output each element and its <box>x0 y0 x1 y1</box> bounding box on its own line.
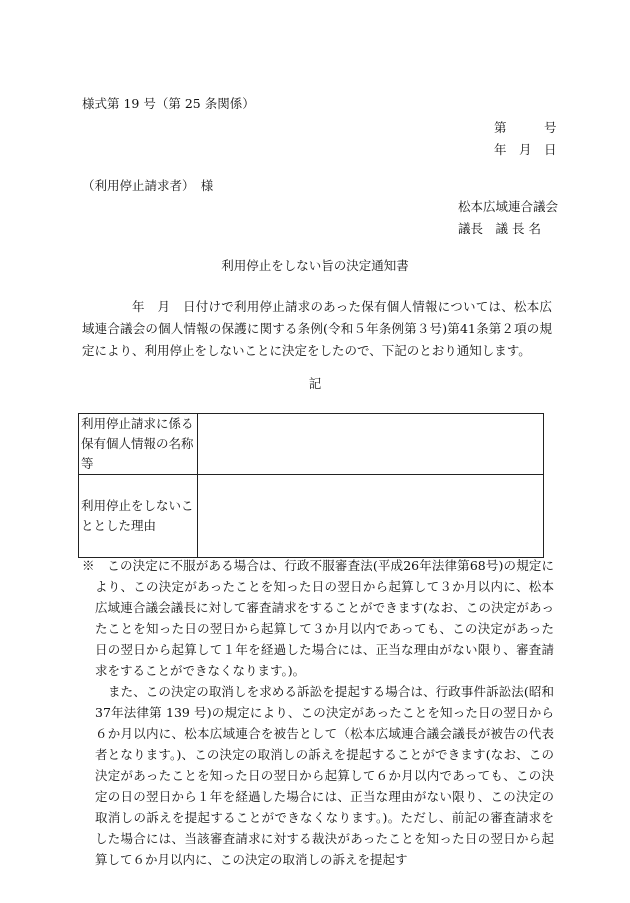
document-date: 年 月 日 <box>494 142 557 157</box>
sender-organization: 松本広域連合議会 <box>458 199 559 214</box>
table-row <box>79 414 544 475</box>
appeal-notes <box>82 555 554 870</box>
row-value-reason <box>198 475 544 558</box>
recipient-name: （利用停止請求者） 様 <box>82 178 214 193</box>
table-row <box>79 475 544 558</box>
sender-chairperson: 議長 議 長 名 <box>458 221 541 236</box>
row-label-info-name: 利用停止請求に係る保有個人情報の名称等 <box>79 414 198 475</box>
ki-heading: 記 <box>308 376 322 391</box>
note-lawsuit: また、この決定の取消しを求める訴訟を提起する場合は、行政事件訴訟法(昭和37年法律第 139 号)の規定により、この決定があったことを知った日の翌日から６か月以内に、松本広域連合を被告として（松本広域連合議会議長が被告の代表者となります。)、この決定の取消しの訴えを提起することができます(なお、この決定があったことを知った日の翌日から起算して６か月以内であっても、この決定の日の翌日から１年を経過した場合には、正当な理由がない限り、この決定の取消しの訴えを提起することができなくなります。)。ただし、前記の審査請求をした場合には、当該審査請求に対する裁決があったことを知った日の翌日から起算して６か月以内に、この決定の取消しの訴えを提起す <box>95 684 554 867</box>
notice-body: 年 月 日付けで利用停止請求のあった保有個人情報については、松本広域連合議会の個人情報の保護に関する条例(令和５年条例第３号)第41条第２項の規定により、利用停止をしないことに決定をしたので、下記のとおり通知します。 <box>82 299 552 358</box>
note-appeal-review: ※ この決定に不服がある場合は、行政不服審査法(平成26年法律第68号)の規定により、この決定があったことを知った日の翌日から起算して３か月以内に、松本広域連合議会議長に対して審査請求をすることができます(なお、この決定があったことを知った日の翌日から起算して３か月以内であっても、この決定があった日の翌日から起算して１年を経過した場合には、正当な理由がない限り、審査請求をすることができなくなります。)。 <box>82 558 554 678</box>
row-value-info-name <box>198 414 544 475</box>
document-title: 利用停止をしない旨の決定通知書 <box>221 258 409 273</box>
row-label-reason: 利用停止をしないこととした理由 <box>79 475 198 558</box>
form-number: 様式第 19 号（第 25 条関係） <box>82 96 255 111</box>
document-number: 第 号 <box>494 120 557 135</box>
info-table <box>78 413 544 558</box>
